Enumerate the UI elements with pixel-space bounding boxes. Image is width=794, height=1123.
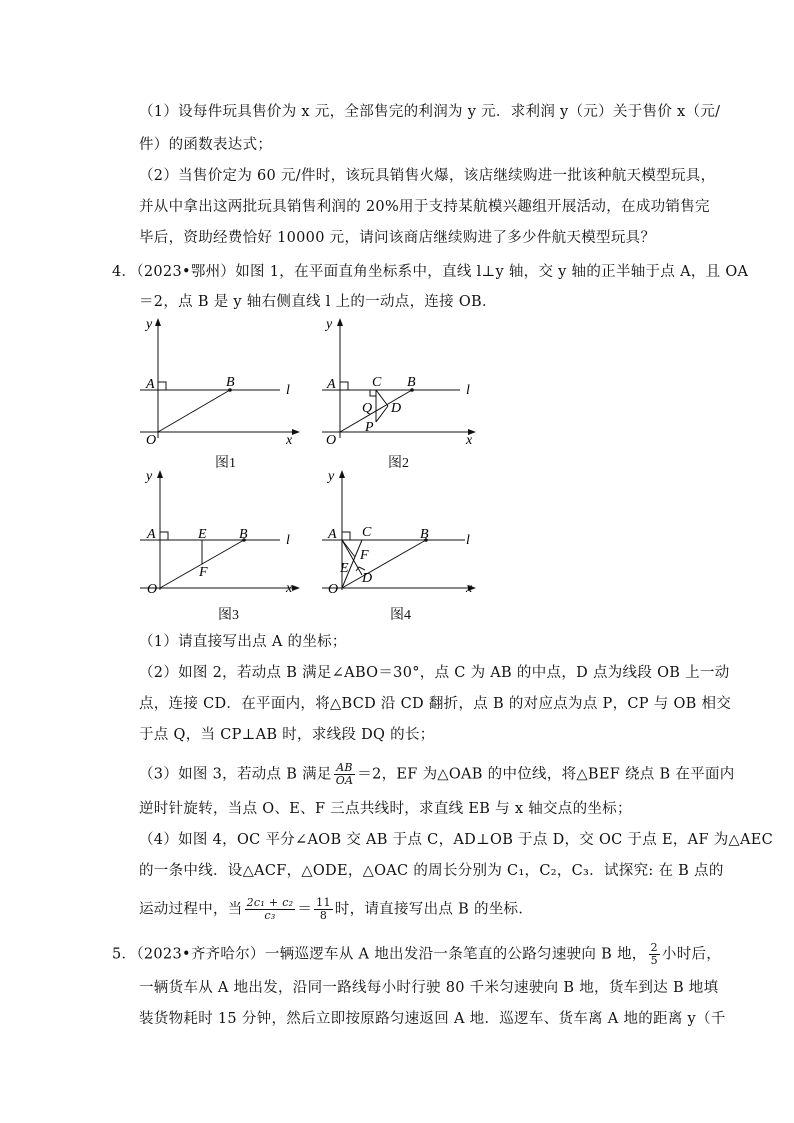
p3-q2-line2: 并从中拿出这两批玩具销售利润的 20%用于支持某航模兴趣组开展活动，在成功销售完 bbox=[139, 199, 710, 215]
p3-q1-line2: 件）的函数表达式； bbox=[139, 137, 273, 153]
fig4-label-x: x bbox=[466, 581, 473, 596]
figure-2 bbox=[310, 310, 490, 450]
fig1-label-l: l bbox=[286, 383, 290, 398]
p4-q4-frac2-den: 8 bbox=[319, 909, 328, 922]
fig4-label-F: F bbox=[360, 548, 369, 563]
p4-q2-line3: 于点 Q，当 CP⊥AB 时，求线段 DQ 的长； bbox=[139, 727, 435, 743]
p4-q4-frac2-num: 11 bbox=[316, 896, 331, 909]
p5-line1-pre: 5．（2023•齐齐哈尔）一辆巡逻车从 A 地出发沿一条笔直的公路匀速驶向 B 地， bbox=[112, 946, 647, 963]
p3-q2-line1: （2）当售价定为 60 元/件时，该玩具销售火爆，该店继续购进一批该种航天模型玩具， bbox=[139, 168, 716, 184]
fig1-label-B: B bbox=[226, 375, 235, 390]
p4-q4-eq: ＝ bbox=[297, 901, 313, 918]
fig2-caption: 图2 bbox=[388, 456, 409, 471]
fig1-label-O: O bbox=[146, 433, 157, 448]
fig1-label-A: A bbox=[146, 377, 155, 392]
p4-q3-frac-den: OA bbox=[335, 774, 354, 787]
fig2-label-x: x bbox=[466, 433, 473, 448]
fig3-label-y: y bbox=[146, 469, 153, 484]
fig3-caption: 图3 bbox=[218, 608, 239, 623]
p4-q3-post: ＝2，EF 为△OAB 的中位线，将△BEF 绕点 B 在平面内 bbox=[357, 766, 735, 783]
fig3-label-x: x bbox=[286, 581, 293, 596]
p4-q1: （1）请直接写出点 A 的坐标； bbox=[139, 634, 347, 650]
p4-q3-fraction bbox=[334, 762, 356, 787]
fig4-label-E: E bbox=[340, 561, 349, 576]
fig3-label-E: E bbox=[198, 527, 207, 542]
fig4-label-A: A bbox=[328, 527, 337, 542]
p4-q4-post: 时，请直接写出点 B 的坐标． bbox=[334, 901, 534, 918]
figure-4 bbox=[310, 462, 490, 602]
p4-q4-pre: 运动过程中，当 bbox=[139, 901, 243, 918]
p4-q2-line1: （2）如图 2，若动点 B 满足∠ABO＝30°，点 C 为 AB 的中点，D 点为线段 OB 上一动 bbox=[139, 665, 730, 681]
p4-intro-line1: 4．（2023•鄂州）如图 1，在平面直角坐标系中，直线 l⊥y 轴，交 y 轴的正半轴于点 A，且 OA bbox=[112, 264, 749, 280]
fig3-label-F: F bbox=[199, 565, 208, 580]
p5-line1-post: 小时后， bbox=[661, 946, 722, 963]
fig3-label-l: l bbox=[286, 533, 290, 548]
fig4-label-B: B bbox=[420, 527, 429, 542]
fig4-caption: 图4 bbox=[390, 608, 411, 623]
fig2-label-O: O bbox=[326, 433, 337, 448]
fig3-label-A: A bbox=[147, 527, 156, 542]
fig2-label-A: A bbox=[327, 377, 336, 392]
fig4-label-O: O bbox=[328, 582, 339, 597]
p5-line1 bbox=[112, 942, 721, 967]
p5-fraction bbox=[649, 942, 660, 967]
p4-q3-pre: （3）如图 3，若动点 B 满足 bbox=[139, 766, 332, 783]
fig4-label-l: l bbox=[466, 533, 470, 548]
p4-q4-fraction bbox=[245, 897, 296, 922]
fig1-label-y: y bbox=[146, 317, 153, 332]
figure-1 bbox=[130, 310, 310, 450]
p3-q1-line1: （1）设每件玩具售价为 x 元，全部售完的利润为 y 元．求利润 y（元）关于售价 x（元/ bbox=[139, 104, 721, 120]
p4-q4-fraction2 bbox=[314, 897, 333, 922]
p5-line2: 一辆货车从 A 地出发，沿同一路线每小时行驶 80 千米匀速驶向 B 地，货车到达 B 地填 bbox=[139, 980, 719, 996]
fig3-label-O: O bbox=[147, 582, 158, 597]
fig2-label-y: y bbox=[326, 317, 333, 332]
fig4-label-C: C bbox=[362, 525, 372, 540]
fig2-label-l: l bbox=[466, 383, 470, 398]
figure-3 bbox=[130, 462, 310, 602]
p4-q4-line3 bbox=[139, 897, 533, 922]
p4-q4-line2: 的一条中线．设△ACF，△ODE，△OAC 的周长分别为 C₁，C₂，C₃．试探究: 在 B 点的 bbox=[139, 863, 724, 879]
fig2-label-P: P bbox=[365, 420, 374, 435]
fig2-label-D: D bbox=[391, 401, 402, 416]
p5-frac-den: 5 bbox=[650, 954, 658, 967]
p4-q3-line2: 逆时针旋转，当点 O、E、F 三点共线时，求直线 EB 与 x 轴交点的坐标； bbox=[139, 801, 632, 817]
p4-intro-line2: ＝2，点 B 是 y 轴右侧直线 l 上的一动点，连接 OB． bbox=[139, 294, 497, 310]
fig1-label-x: x bbox=[286, 433, 293, 448]
p5-frac-num: 2 bbox=[650, 941, 658, 954]
p4-q4-frac-den: c₃ bbox=[264, 909, 276, 922]
fig1-caption: 图1 bbox=[215, 456, 236, 471]
p4-q2-line2: 点，连接 CD．在平面内，将△BCD 沿 CD 翻折，点 B 的对应点为点 P，CP 与 OB 相交 bbox=[139, 696, 732, 712]
fig4-label-D: D bbox=[362, 571, 373, 586]
p4-q3-frac-num: AB bbox=[334, 762, 356, 775]
p3-q2-line3: 毕后，资助经费恰好 10000 元，请问该商店继续购进了多少件航天模型玩具？ bbox=[139, 230, 656, 246]
fig2-label-C: C bbox=[372, 375, 382, 390]
p4-q4-frac-num: 2c₁ + c₂ bbox=[246, 896, 294, 909]
p4-q4-line1: （4）如图 4，OC 平分∠AOB 交 AB 于点 C，AD⊥OB 于点 D，交 OC 于点 E，AF 为△AEC bbox=[139, 832, 774, 848]
p4-q3-line1 bbox=[139, 762, 735, 787]
fig3-label-B: B bbox=[239, 527, 248, 542]
fig2-label-B: B bbox=[407, 375, 416, 390]
p5-line3: 装货物耗时 15 分钟，然后立即按原路匀速返回 A 地．巡逻车、货车离 A 地的距离 y（千 bbox=[139, 1011, 726, 1027]
fig4-label-y: y bbox=[328, 469, 335, 484]
fig2-label-Q: Q bbox=[362, 401, 373, 416]
